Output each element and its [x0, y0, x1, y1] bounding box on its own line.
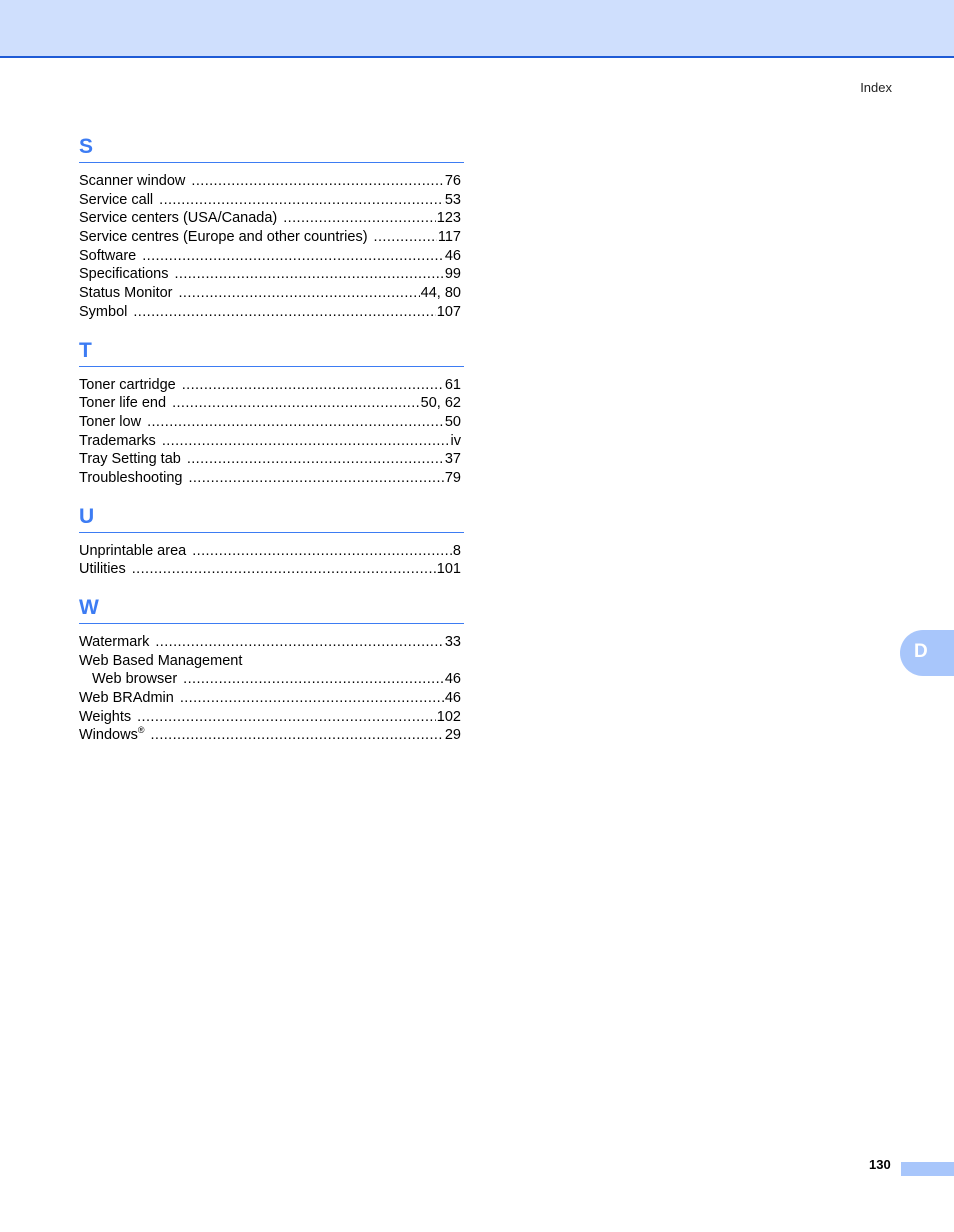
entry-label: [79, 726, 150, 745]
index-entry: [79, 469, 464, 488]
index-column: [79, 132, 464, 759]
dot-leader: [283, 209, 436, 228]
entry-label: [79, 652, 248, 671]
entry-label-text: Utilities: [79, 561, 126, 578]
entry-label-text: Software: [79, 247, 137, 264]
page-number-bar: [901, 1162, 954, 1176]
entry-label-text: Windows: [79, 727, 138, 744]
index-section-s: [79, 132, 464, 322]
running-title: Index: [860, 80, 892, 95]
entry-label: [79, 191, 159, 210]
entry-page-ref[interactable]: 50, 62: [420, 395, 461, 412]
index-entry: [79, 726, 464, 745]
entry-label: [79, 394, 172, 413]
dot-leader: [172, 394, 420, 413]
entry-label: [79, 689, 180, 708]
index-entry: [79, 413, 464, 432]
dot-leader: [155, 633, 444, 652]
index-entry: [79, 432, 464, 451]
entry-page-ref[interactable]: 46: [444, 690, 461, 707]
dot-leader: [174, 265, 443, 284]
entry-label-text: Toner cartridge: [79, 376, 176, 393]
dot-leader: [179, 284, 420, 303]
entry-page-ref[interactable]: 79: [444, 469, 461, 486]
dot-leader: [187, 450, 444, 469]
registered-mark: ®: [137, 725, 145, 736]
section-rule: [79, 366, 464, 367]
entry-page-ref[interactable]: 37: [444, 451, 461, 468]
dot-leader: [137, 708, 436, 727]
section-rule: [79, 532, 464, 533]
entry-label: [79, 432, 162, 451]
entry-label-text: Web Based Management: [79, 652, 243, 669]
index-entry: [79, 191, 464, 210]
entry-label: [79, 708, 137, 727]
entry-label-text: Unprintable area: [79, 542, 187, 559]
entry-page-ref[interactable]: 99: [444, 266, 461, 283]
entry-label-text: Troubleshooting: [79, 469, 183, 486]
entry-label: [79, 376, 182, 395]
entry-label-text: Weights: [79, 708, 132, 725]
index-entry: [79, 284, 464, 303]
entry-label: [79, 469, 188, 488]
entry-label: [79, 172, 191, 191]
entry-label: [79, 247, 142, 266]
index-entry: [79, 542, 464, 561]
index-section-u: [79, 502, 464, 579]
index-entry: [79, 394, 464, 413]
entry-page-ref[interactable]: iv: [450, 432, 461, 449]
page-number: 130: [869, 1157, 891, 1172]
entry-label-text: Toner life end: [79, 395, 167, 412]
header-band: [0, 0, 954, 58]
entry-label: [92, 670, 183, 689]
entry-label-text: Trademarks: [79, 432, 156, 449]
entry-label-text: Watermark: [79, 634, 150, 650]
index-entry: [79, 708, 464, 727]
entry-page-ref[interactable]: 46: [444, 671, 461, 688]
entry-page-ref[interactable]: 8: [452, 542, 461, 559]
section-letter: W: [79, 596, 99, 619]
entry-label: [79, 413, 147, 432]
index-entry: [79, 689, 464, 708]
section-letter: S: [79, 135, 94, 158]
index-entry: [79, 450, 464, 469]
dot-leader: [192, 542, 452, 561]
entry-label: [79, 450, 187, 469]
entry-label-text: Status Monitor: [79, 285, 173, 302]
entry-label: [79, 209, 283, 228]
entry-page-ref[interactable]: 107: [436, 303, 461, 320]
dot-leader: [191, 172, 443, 191]
index-entry: [79, 172, 464, 191]
dot-leader: [150, 726, 443, 745]
index-entry: [79, 560, 464, 579]
dot-leader: [162, 432, 450, 451]
section-rule: [79, 623, 464, 624]
section-letter: U: [79, 504, 95, 528]
index-entry: [79, 376, 464, 395]
index-section-w: [79, 593, 464, 745]
entry-page-ref[interactable]: 117: [437, 229, 461, 246]
index-entry: [79, 303, 464, 322]
entry-page-ref[interactable]: 53: [444, 191, 461, 208]
dot-leader: [142, 247, 444, 266]
index-subheading: [79, 652, 464, 671]
entry-page-ref[interactable]: 46: [444, 247, 461, 264]
dot-leader: [188, 469, 443, 488]
dot-leader: [159, 191, 444, 210]
index-entry: [79, 228, 464, 247]
index-entry: [79, 247, 464, 266]
entry-label-text: Service centers (USA/Canada): [79, 210, 278, 227]
index-entry: [79, 633, 464, 652]
dot-leader: [374, 228, 437, 247]
entry-label-text: Service centres (Europe and other countries): [79, 229, 368, 246]
entry-label: [79, 228, 374, 247]
entry-page-ref[interactable]: 29: [444, 727, 461, 744]
entry-page-ref[interactable]: 44, 80: [420, 285, 461, 302]
entry-label-text: Specifications: [79, 266, 169, 283]
entry-page-ref[interactable]: 33: [444, 634, 461, 650]
entry-label: [79, 560, 132, 579]
dot-leader: [133, 303, 435, 322]
entry-page-ref[interactable]: 50: [444, 413, 461, 430]
entry-label-text: Symbol: [79, 303, 128, 320]
entry-label: [79, 303, 133, 322]
dot-leader: [132, 560, 436, 579]
index-entry: [79, 670, 464, 689]
entry-page-ref[interactable]: 102: [436, 708, 461, 725]
entry-label: [79, 265, 174, 284]
entry-page-ref[interactable]: 123: [436, 210, 461, 227]
index-entry: [79, 209, 464, 228]
entry-label-text: Web browser: [92, 671, 178, 688]
entry-label-text: Scanner window: [79, 173, 186, 189]
dot-leader: [147, 413, 444, 432]
entry-label-text: Toner low: [79, 413, 142, 430]
entry-label-text: Service call: [79, 191, 154, 208]
dot-leader: [182, 376, 444, 395]
entry-page-ref[interactable]: 61: [444, 376, 461, 393]
dot-leader: [183, 670, 444, 689]
chapter-tab[interactable]: [900, 630, 954, 676]
chapter-tab-letter: D: [914, 641, 928, 662]
entry-label-text: Tray Setting tab: [79, 451, 181, 468]
dot-leader: [180, 689, 444, 708]
entry-label: [79, 284, 179, 303]
index-entry: [79, 265, 464, 284]
entry-label: [79, 633, 155, 652]
index-section-t: [79, 336, 464, 488]
section-letter: T: [79, 338, 92, 362]
entry-label: [79, 542, 192, 561]
entry-page-ref[interactable]: 101: [436, 561, 461, 578]
entry-page-ref[interactable]: 76: [444, 173, 461, 189]
section-rule: [79, 162, 464, 163]
entry-label-text: Web BRAdmin: [79, 690, 174, 707]
